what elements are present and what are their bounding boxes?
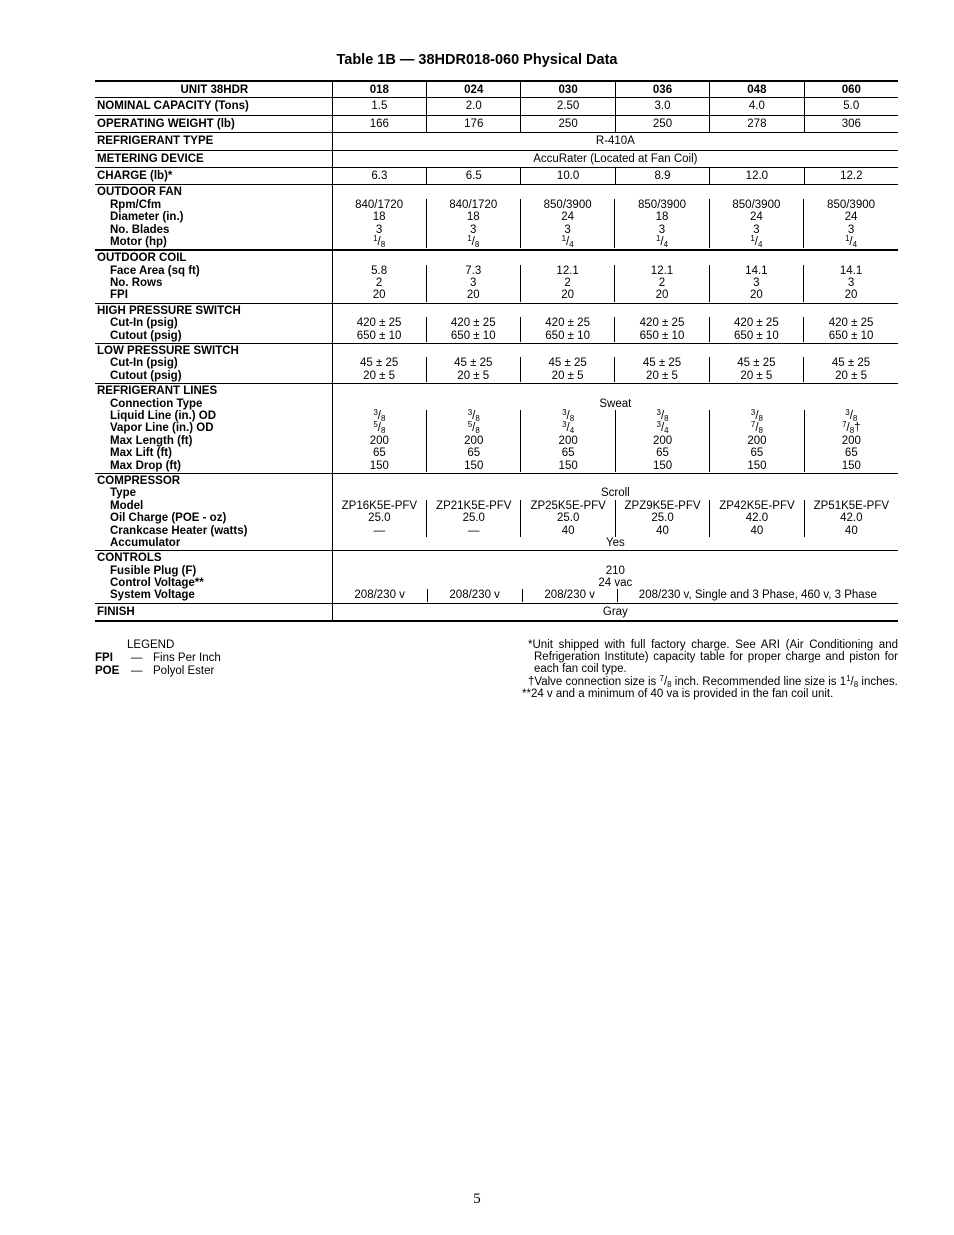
fraction-value: $^1/_8$ [467,233,480,249]
cell-value: 650 ± 10 [734,329,779,342]
cell-value: 45 ± 25 [831,357,871,370]
row-label: REFRIGERANT TYPE [95,133,332,150]
cell-value: 20 ± 5 [646,369,678,382]
cell-value: 420 ± 25 [828,317,874,330]
cell-value: 14.1 [839,264,863,277]
cell-value: 208/230 v [449,589,500,602]
cell-value: 24 [561,211,575,224]
accumulator-value: Yes [605,536,625,549]
fraction-value: $^3/_8$ [656,408,669,423]
cell-value: 45 ± 25 [548,357,587,370]
cell-value: 45 ± 25 [737,357,776,370]
cell-value: ZP25K5E-PFV [530,499,606,512]
table-row [95,133,898,150]
row-label: FINISH [95,603,332,621]
cell-value: 3 [847,277,855,290]
cell-value: 3 [470,277,477,290]
cell-value: 45 ± 25 [642,357,682,370]
cell-value: 200 [841,434,861,447]
cell-value: 42.0 [745,512,769,525]
header-unit: 048 [710,81,804,98]
fraction-value: $^3/_8$ [845,408,858,423]
fraction-value: $^1/_4$ [561,233,574,249]
cell-value: 420 ± 25 [734,317,779,330]
cell-value: 40 [844,524,858,537]
row-label: REFRIGERANT LINES Connection Type Liquid Line (in.) OD Vapor Line (in.) OD Max Length (ft) Max Lift (ft) Max Drop (ft) [95,384,332,474]
cell-value: 250 [652,117,673,130]
cell-value: 2 [375,277,383,290]
cell-value: 4.0 [748,100,765,113]
cell-value: 18 [466,211,480,224]
cell-value: 250 [558,117,578,130]
footnote-voltage: **24 v and a minimum of 40 va is provided in the fan coil unit. [522,687,834,700]
cell-value: 420 ± 25 [639,317,685,330]
table-title: Table 1B — 38HDR018-060 Physical Data [336,52,618,68]
cell-value: 200 [652,434,673,447]
table-row [95,344,898,384]
cell-value: 10.0 [556,169,580,182]
cell-value: 850/3900 [732,198,781,211]
cell-value: 5.0 [843,100,860,113]
cell-value: 3 [753,277,760,290]
table-row [95,303,898,343]
fraction-value: $^7/_8\dagger$ [842,420,861,436]
cell-value: 20 [466,289,480,302]
cell-value: Gray [602,605,628,618]
cell-value: 2.50 [556,100,580,113]
cell-value: 150 [369,459,389,472]
page-number: 5 [473,1191,481,1207]
table-row [95,603,898,621]
cell-value: 420 ± 25 [356,317,402,330]
table-row [95,250,898,303]
cell-value: 24 [844,211,858,224]
legend [95,639,221,678]
row-label: METERING DEVICE [95,150,332,167]
fraction-value: $^1/_4$ [844,233,858,249]
cell-value: 42.0 [840,512,863,525]
table-row [95,551,898,604]
fraction-value: $^3/_4$ [562,420,575,436]
cell-value: 200 [369,434,389,447]
cell-value: 20 ± 5 [457,369,490,382]
cell-value: 8.9 [654,169,671,182]
cell-value: 20 [655,289,669,302]
cell-value: 25.0 [462,512,485,525]
footnote-valve: †Valve connection size is $^7/_8$ inch. Recommended line size is $1^1/_8$ inches. [528,673,898,689]
footnotes [522,639,898,700]
cell-value: 65 [656,447,669,460]
cell-value: 20 ± 5 [363,369,396,382]
cell-value: 850/3900 [827,198,876,211]
cell-value: 150 [747,459,767,472]
header-unit: 060 [804,81,898,98]
cell-value: 420 ± 25 [450,317,496,330]
cell-value: 6.5 [465,169,482,182]
cell-value: 40 [561,524,575,537]
cell-value: 20 ± 5 [551,369,584,382]
row-label: OUTDOOR FAN Rpm/Cfm Diameter (in.) No. Blades Motor (hp) [95,185,332,250]
cell-value: 176 [464,117,484,130]
cell-value: 650 ± 10 [545,329,590,342]
cell-value: 20 [372,289,386,302]
fraction-value: $^1/_4$ [750,233,763,249]
cell-value: 1.5 [371,100,388,113]
cell-value: 850/3900 [543,198,592,211]
row-label: COMPRESSOR Type Model Oil Charge (POE - oz) Crankcase Heater (watts) Accumulator [95,473,332,550]
cell-value: 65 [561,447,575,460]
fraction-value: $^5/_8$ [467,420,480,436]
cell-value: 5.8 [371,264,388,277]
table-row [95,473,898,550]
cell-value: 3 [658,223,666,236]
table-header-row [95,81,898,98]
footnote-charge: *Unit shipped with full factory charge. See ARI (Air Conditioning and Refrigeration Institute) capacity table for proper charge and piston for each fan coil type. [528,639,898,676]
cell-value: 2 [564,277,571,290]
fraction-value: $^3/_8$ [562,408,575,423]
cell-value: 45 ± 25 [359,357,399,370]
cell-value: 18 [655,211,669,224]
cell-value: 150 [558,459,578,472]
row-label: HIGH PRESSURE SWITCH Cut-In (psig) Cutout (psig) [95,303,332,343]
cell-value: 24 [749,211,763,224]
cell-value: 45 ± 25 [454,357,493,370]
connection-type: Sweat [599,397,632,410]
cell-value: ZPZ9K5E-PFV [624,499,701,512]
cell-value: 208/230 v, Single and 3 Phase, 460 v, 3 Phase [638,589,877,602]
cell-value: 7.3 [465,264,482,277]
table-row [95,167,898,184]
row-label: OPERATING WEIGHT (lb) [95,115,332,132]
cell-value: 20 ± 5 [740,369,773,382]
table-row [95,185,898,250]
cell-value: 3 [753,223,760,236]
cell-value: 20 ± 5 [835,369,867,382]
fraction-value: $^3/_8$ [373,408,386,423]
fraction-value: $^1/_4$ [655,233,669,249]
cell-value: 650 ± 10 [450,329,496,342]
cell-value: 3 [564,223,571,236]
cell-value: 2.0 [465,100,482,113]
cell-value: 20 [844,289,858,302]
cell-value: 25.0 [368,512,391,525]
cell-value: 650 ± 10 [639,329,685,342]
cell-value: R-410A [595,135,635,148]
cell-value: 25.0 [651,512,674,525]
cell-value: 150 [464,459,484,472]
cell-value: 150 [841,459,861,472]
cell-value: 12.1 [556,264,579,277]
row-label: OUTDOOR COIL Face Area (sq ft) No. Rows FPI [95,250,332,303]
cell-value: 40 [656,524,669,537]
fusible-plug-value: 210 [605,564,625,577]
cell-value: 208/230 v [544,589,595,602]
cell-value: AccuRater (Located at Fan Coil) [533,152,698,165]
cell-value: 840/1720 [449,198,498,211]
cell-value: ZP16K5E-PFV [341,499,418,512]
cell-value: 650 ± 10 [828,329,874,342]
legend-title: LEGEND [127,639,175,651]
cell-value: 208/230 v [354,589,405,602]
header-unit: 030 [521,81,615,98]
cell-value: 3.0 [654,100,671,113]
header-unit: 036 [615,81,709,98]
cell-value: ZP51K5E-PFV [813,499,890,512]
cell-value: 25.0 [556,512,580,525]
cell-value: 306 [841,117,861,130]
header-unit: 024 [427,81,521,98]
cell-value: 12.0 [745,169,769,182]
table-row [95,384,898,474]
physical-data-table [95,80,898,622]
cell-value: 200 [747,434,767,447]
legend-item: FPI — Fins Per Inch [95,652,221,664]
fraction-value: $^5/_8$ [373,420,386,436]
table-row [95,115,898,132]
cell-value: 65 [467,447,481,460]
cell-value: 65 [750,447,764,460]
cell-value: 166 [369,117,389,130]
cell-value: 278 [747,117,767,130]
cell-value: 12.1 [650,264,674,277]
cell-value: 65 [844,447,858,460]
cell-value: 650 ± 10 [356,329,402,342]
table-row [95,98,898,115]
fraction-value: $^3/_8$ [750,408,763,423]
row-label: NOMINAL CAPACITY (Tons) [95,98,332,115]
cell-value: 2 [658,277,666,290]
header-unit: 018 [332,81,426,98]
cell-value: 40 [750,524,764,537]
cell-value: 65 [372,447,386,460]
fraction-value: $^3/_8$ [467,408,480,423]
row-label: CONTROLS Fusible Plug (F) Control Voltage** System Voltage [95,551,332,604]
cell-value: ZP42K5E-PFV [719,499,795,512]
cell-value: 3 [847,223,855,236]
cell-value: 150 [652,459,673,472]
fraction-value: $^7/_8$ [750,420,763,436]
cell-value: 3 [470,223,477,236]
cell-value: 200 [464,434,484,447]
fraction-value: $^1/_8$ [373,233,386,249]
cell-value: — [373,524,386,537]
cell-value: 420 ± 25 [545,317,590,330]
cell-value: 12.2 [840,169,863,182]
fraction-value: $^3/_4$ [656,420,669,436]
cell-value: 200 [558,434,578,447]
cell-value: — [468,524,480,537]
cell-value: 840/1720 [355,198,404,211]
cell-value: ZP21K5E-PFV [436,499,512,512]
row-label: LOW PRESSURE SWITCH Cut-In (psig) Cutout (psig) [95,344,332,384]
cell-value: 850/3900 [638,198,686,211]
cell-value: 3 [375,223,383,236]
cell-value: 14.1 [745,264,768,277]
control-voltage-value: 24 vac [598,577,633,590]
row-label: CHARGE (lb)* [95,167,332,184]
legend-item: POE — Polyol Ester [95,665,215,677]
table-row [95,150,898,167]
header-label: UNIT 38HDR [95,81,332,98]
cell-value: 20 [561,289,575,302]
cell-value: 20 [749,289,763,302]
cell-value: 18 [372,211,386,224]
cell-value: 6.3 [371,169,388,182]
compressor-type: Scroll [600,487,630,500]
